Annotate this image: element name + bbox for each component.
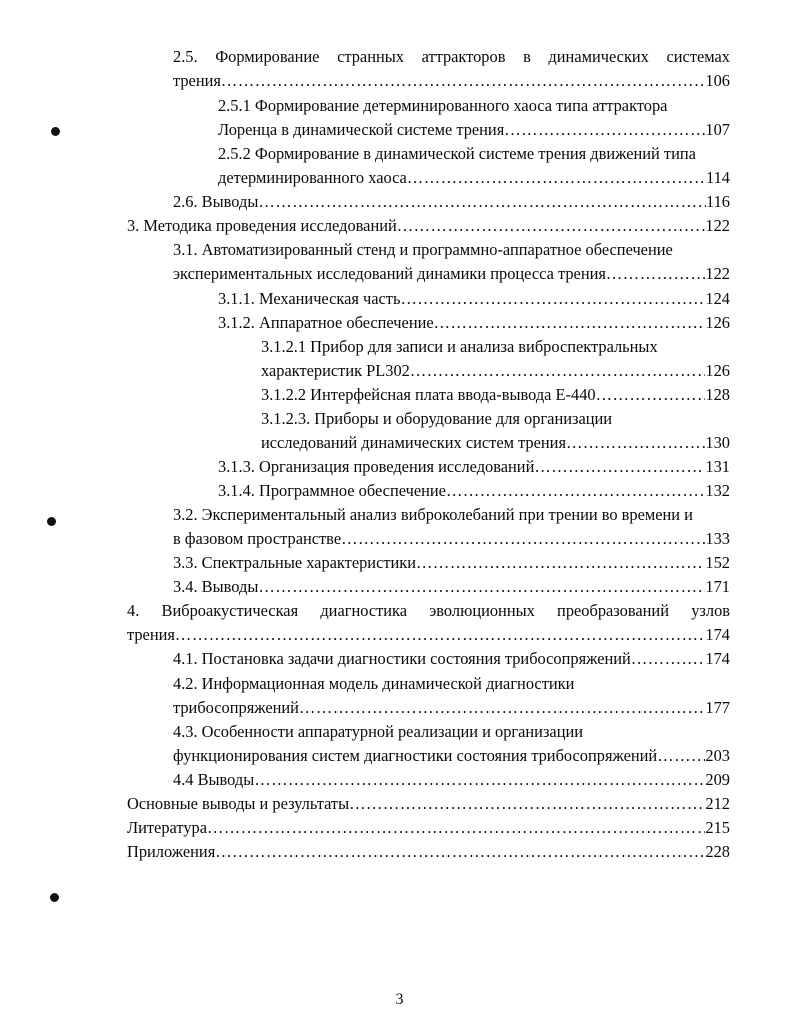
toc-entry-3-1-2 [218, 311, 730, 335]
toc-entry-3-1-3 [218, 455, 730, 479]
toc-page-number: 126 [705, 361, 730, 380]
toc-leader-dots [207, 816, 705, 840]
toc-entry-3-1-1 [218, 287, 730, 311]
toc-entry-title: Основные выводы и результаты [127, 794, 350, 813]
toc-entry-title: 4.4 Выводы [173, 770, 255, 789]
binding-hole-mark [47, 517, 56, 526]
toc-entry-2-5-2 [218, 166, 730, 190]
toc-entry-title: экспериментальных исследований динамики процесса трения [173, 264, 606, 283]
toc-leader-dots [349, 792, 705, 816]
toc-entry-title: 3.1.1. Механическая часть [218, 289, 401, 308]
toc-leader-dots [299, 696, 705, 720]
toc-page-number: 212 [705, 794, 730, 813]
toc-entry-title: трибосопряжений [173, 698, 299, 717]
toc-leader-dots [221, 69, 705, 93]
toc-entry-title: 3.1.2. Аппаратное обеспечение [218, 313, 434, 332]
toc-entry-2-5-1-first-line: 2.5.1 Формирование детерминированного хаоса типа аттрактора [218, 96, 668, 115]
toc-entry-title: 3.1.4. Программное обеспечение [218, 481, 446, 500]
toc-page-number: 116 [706, 192, 730, 211]
toc-page-number: 126 [705, 313, 730, 332]
toc-page-number: 124 [705, 289, 730, 308]
toc-leader-dots [446, 479, 705, 503]
toc-entry-3-1-2-3 [261, 431, 730, 455]
toc-entry-title: Литература [127, 818, 207, 837]
toc-leader-dots [566, 431, 705, 455]
toc-entry-title: в фазовом пространстве [173, 529, 342, 548]
toc-entry-3-3 [173, 551, 730, 575]
toc-leader-dots [434, 311, 706, 335]
toc-entry-4-3 [173, 744, 730, 768]
toc-page-number: 107 [705, 120, 730, 139]
toc-entry-title: 3.3. Спектральные характеристики [173, 553, 417, 572]
toc-leader-dots [534, 455, 705, 479]
toc-entry-title: исследований динамических систем трения [261, 433, 566, 452]
toc-page-number: 106 [705, 71, 730, 90]
toc-page-number: 131 [705, 457, 730, 476]
toc-page-number: 114 [706, 168, 730, 187]
toc-entry-title: Лоренца в динамической системе трения [218, 120, 505, 139]
toc-entry-2-5 [173, 69, 730, 93]
toc-page-number: 132 [705, 481, 730, 500]
toc-entry-3-1 [173, 262, 730, 286]
toc-entry-references [127, 816, 730, 840]
toc-entry-4-2 [173, 696, 730, 720]
toc-leader-dots [596, 383, 706, 407]
toc-entry-2-6 [173, 190, 730, 214]
toc-entry-title: детерминированного хаоса [218, 168, 407, 187]
toc-entry-3-2 [173, 527, 730, 551]
toc-leader-dots [341, 527, 705, 551]
toc-entry-4-2-first-line: 4.2. Информационная модель динамической диагностики [173, 674, 575, 693]
toc-entry-3-2-first-line: 3.2. Экспериментальный анализ виброколебаний при трении во времени и [173, 505, 693, 524]
toc-entry-title: 3.4. Выводы [173, 577, 259, 596]
toc-entry-4-first-line: 4. Виброакустическая диагностика эволюционных преобразований узлов [127, 601, 730, 620]
toc-entry-title: трения [173, 71, 221, 90]
toc-page-number: 133 [705, 529, 730, 548]
toc-leader-dots [631, 647, 706, 671]
toc-leader-dots [410, 359, 706, 383]
toc-page-number: 174 [705, 649, 730, 668]
toc-entry-title: 2.6. Выводы [173, 192, 259, 211]
toc-entry-3 [127, 214, 730, 238]
toc-leader-dots [215, 840, 705, 864]
toc-entry-title: трения [127, 625, 175, 644]
toc-entry-title: Приложения [127, 842, 216, 861]
toc-entry-conclusions [127, 792, 730, 816]
toc-page-number: 177 [705, 698, 730, 717]
toc-leader-dots [254, 768, 705, 792]
toc-entry-title: 3.1.2.2 Интерфейсная плата ввода-вывода Е-440 [261, 385, 596, 404]
toc-leader-dots [258, 575, 705, 599]
toc-entry-3-1-2-1 [261, 359, 730, 383]
toc-page-number: 130 [705, 433, 730, 452]
toc-entry-3-1-2-1-first-line: 3.1.2.1 Прибор для записи и анализа виброспектральных [261, 337, 658, 356]
toc-entry-3-4 [173, 575, 730, 599]
toc-entry-2-5-first-line: 2.5. Формирование странных аттракторов в динамических системах [173, 47, 730, 66]
toc-leader-dots [407, 166, 706, 190]
toc-entry-2-5-2-first-line: 2.5.2 Формирование в динамической системе трения движений типа [218, 144, 696, 163]
toc-page-number: 174 [705, 625, 730, 644]
toc-page-number: 122 [705, 216, 730, 235]
toc-entry-appendices [127, 840, 730, 864]
toc-entry-title: 3. Методика проведения исследований [127, 216, 397, 235]
toc-page-number: 152 [705, 553, 730, 572]
toc-leader-dots [397, 214, 706, 238]
toc-leader-dots [657, 744, 705, 768]
toc-page-number: 171 [705, 577, 730, 596]
toc-page-number: 203 [705, 746, 730, 765]
toc-entry-4 [127, 623, 730, 647]
toc-page-number: 209 [705, 770, 730, 789]
toc-leader-dots [175, 623, 705, 647]
toc-entry-title: 3.1.3. Организация проведения исследований [218, 457, 535, 476]
toc-leader-dots [400, 287, 705, 311]
toc-entry-4-3-first-line: 4.3. Особенности аппаратурной реализации и организации [173, 722, 584, 741]
toc-entry-3-1-4 [218, 479, 730, 503]
toc-leader-dots [606, 262, 706, 286]
toc-page-number: 122 [705, 264, 730, 283]
toc-entry-4-4 [173, 768, 730, 792]
toc-entry-title: характеристик PL302 [261, 361, 410, 380]
toc-entry-title: 4.1. Постановка задачи диагностики состояния трибосопряжений [173, 649, 631, 668]
page-number: 3 [395, 991, 404, 1008]
toc-leader-dots [504, 118, 705, 142]
toc-entry-title: функционирования систем диагностики состояния трибосопряжений [173, 746, 658, 765]
toc-entry-3-1-2-2 [261, 383, 730, 407]
toc-page-number: 228 [705, 842, 730, 861]
toc-leader-dots [416, 551, 705, 575]
toc-entry-4-1 [173, 647, 730, 671]
toc-entry-3-1-first-line: 3.1. Автоматизированный стенд и программно-аппаратное обеспечение [173, 240, 673, 259]
binding-hole-mark [50, 893, 59, 902]
toc-entry-3-1-2-3-first-line: 3.1.2.3. Приборы и оборудование для организации [261, 409, 613, 428]
toc-page-number: 128 [705, 385, 730, 404]
toc-entry-2-5-1 [218, 118, 730, 142]
toc-page-number: 215 [705, 818, 730, 837]
toc-leader-dots [258, 190, 706, 214]
binding-hole-mark [51, 127, 60, 136]
